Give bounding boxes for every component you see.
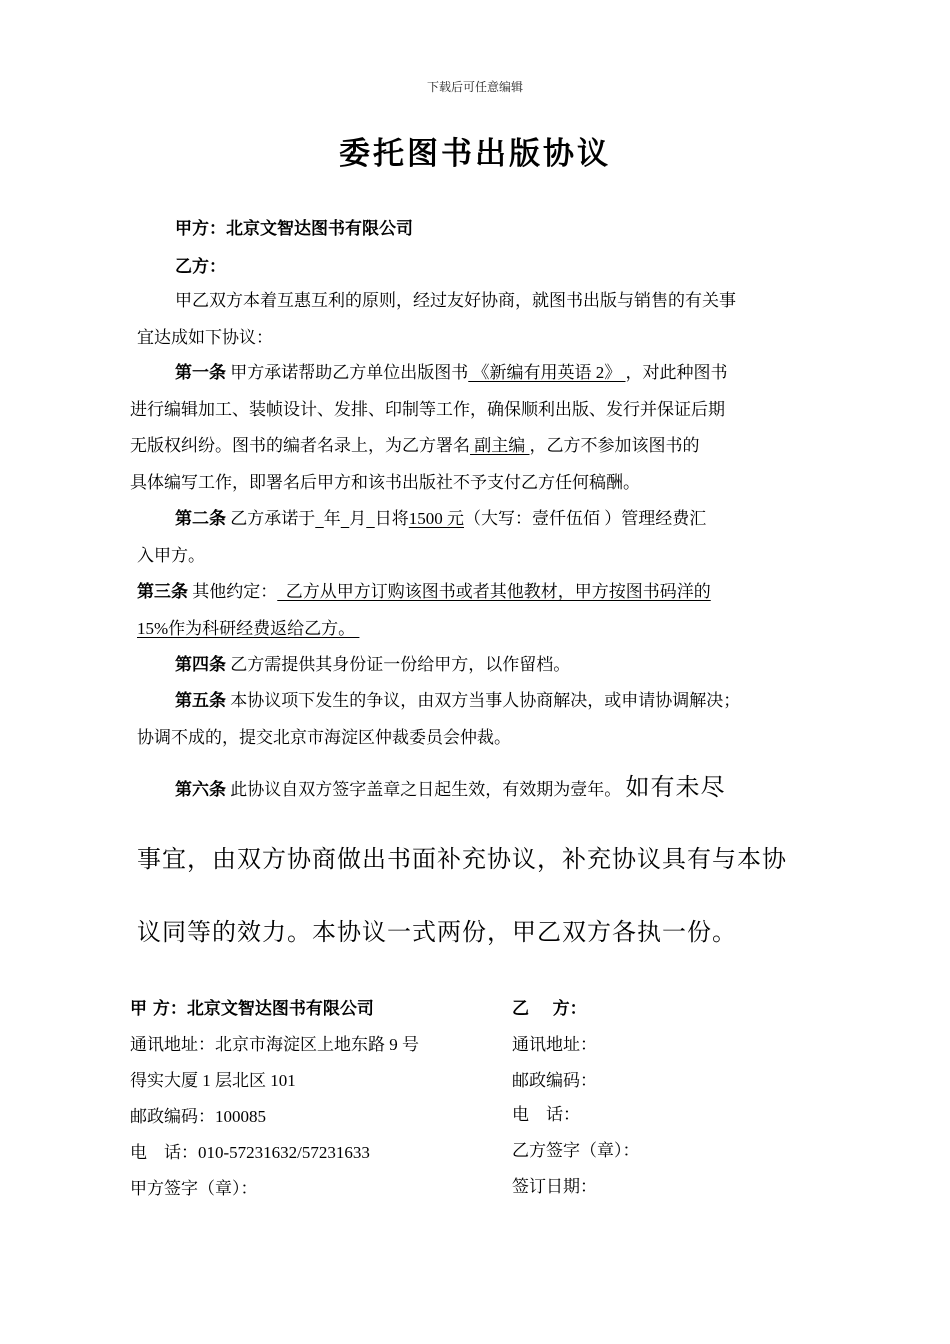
- sign-a-postcode: 邮政编码：100085: [130, 1107, 266, 1126]
- author-role: 副主编: [470, 436, 530, 455]
- article-6-text-b: 如有未尽: [625, 775, 726, 801]
- article-5-text-a: 本协议项下发生的争议，由双方当事人协商解决，或申请协调解决；: [230, 691, 741, 710]
- article-2-text-b: 年: [323, 509, 341, 528]
- sign-a-address-2: 得实大厦 1 层北区 101: [130, 1071, 296, 1090]
- article-1-line-2: 进行编辑加工、装帧设计、发排、印制等工作，确保顺利出版、发行并保证后期: [130, 400, 725, 419]
- article-2-text-d: 日将: [374, 509, 409, 528]
- article-1-text-a: 甲方承诺帮助乙方单位出版图书: [230, 363, 469, 382]
- article-1-text-d: ，乙方不参加该图书的: [529, 436, 700, 455]
- article-5-line-1: [175, 691, 740, 711]
- party-b-line: 乙方：: [175, 257, 226, 277]
- blank-month: [341, 509, 350, 528]
- sign-b-address: 通讯地址：: [512, 1035, 597, 1054]
- article-6-text-a: 此协议自双方签字盖章之日起生效，有效期为壹年。: [230, 780, 622, 799]
- article-4-label: 第四条: [175, 655, 226, 675]
- article-1-text-c: 无版权纠纷。图书的编者名录上，为乙方署名: [130, 436, 470, 455]
- article-2-label: 第二条: [175, 509, 226, 529]
- article-1-line-4: 具体编写工作，即署名后甲方和该书出版社不予支付乙方任何稿酬。: [130, 473, 640, 492]
- sign-b-phone: 电 话：: [512, 1105, 580, 1124]
- article-6-line-2: 事宜，由双方协商做出书面补充协议，补充协议具有与本协: [137, 847, 787, 873]
- article-5-label: 第五条: [175, 691, 226, 711]
- article-1-label: 第一条: [175, 363, 226, 383]
- article-2-text-a: 乙方承诺于: [230, 509, 316, 528]
- page-header: 下载后可任意编辑: [426, 80, 523, 94]
- sign-b-party: 乙 方：: [512, 999, 587, 1019]
- article-3-label: 第三条: [137, 582, 188, 602]
- article-4-line: [175, 655, 570, 675]
- article-3-terms-1: 乙方从甲方订购该图书或者其他教材，甲方按图书码洋的: [277, 582, 711, 601]
- article-6-line-3: 议同等的效力。本协议一式两份，甲乙双方各执一份。: [137, 920, 737, 946]
- sign-b-postcode: 邮政编码：: [512, 1071, 597, 1090]
- document-title: 委托图书出版协议: [339, 136, 611, 172]
- sign-a-address-1: 通讯地址：北京市海淀区上地东路 9 号: [130, 1035, 419, 1054]
- sign-b-date: 签订日期：: [512, 1177, 597, 1196]
- fee-amount: 1500 元: [408, 509, 464, 528]
- article-4-text: 乙方需提供其身份证一份给甲方，以作留档。: [230, 655, 571, 674]
- article-3-text-a: 其他约定：: [192, 582, 278, 601]
- article-1-line-3: [130, 436, 700, 456]
- article-1-text-b: ，对此种图书: [625, 363, 728, 382]
- article-3-line-2: 15%作为科研经费返给乙方。: [137, 619, 360, 638]
- party-a-line: 甲方：北京文智达图书有限公司: [175, 219, 413, 239]
- article-2-line-2: 入甲方。: [137, 546, 205, 565]
- blank-year: [315, 509, 324, 528]
- book-title: 《新编有用英语 2》: [468, 363, 626, 382]
- article-2-text-e: （大写：壹仟伍佰 ）管理经费汇: [464, 509, 707, 528]
- sign-a-signature: 甲方签字（章）：: [130, 1179, 258, 1198]
- sign-a-phone: 电 话：010-57231632/57231633: [130, 1143, 370, 1162]
- article-5-line-2: 协调不成的，提交北京市海淀区仲裁委员会仲裁。: [137, 728, 511, 747]
- sign-b-signature: 乙方签字（章）：: [512, 1141, 640, 1160]
- blank-day: [366, 509, 375, 528]
- article-2-text-c: 月: [349, 509, 367, 528]
- article-1-line-1: [175, 363, 728, 383]
- intro-line-2: 宜达成如下协议：: [137, 328, 273, 347]
- intro-line-1: 甲乙双方本着互惠互利的原则，经过友好协商，就图书出版与销售的有关事: [175, 291, 736, 310]
- sign-a-party: 甲 方：北京文智达图书有限公司: [130, 999, 374, 1019]
- article-6-label: 第六条: [175, 780, 226, 800]
- article-6-line-1: [175, 774, 726, 802]
- article-2-line-1: [175, 509, 706, 529]
- article-3-line-1: [137, 582, 711, 602]
